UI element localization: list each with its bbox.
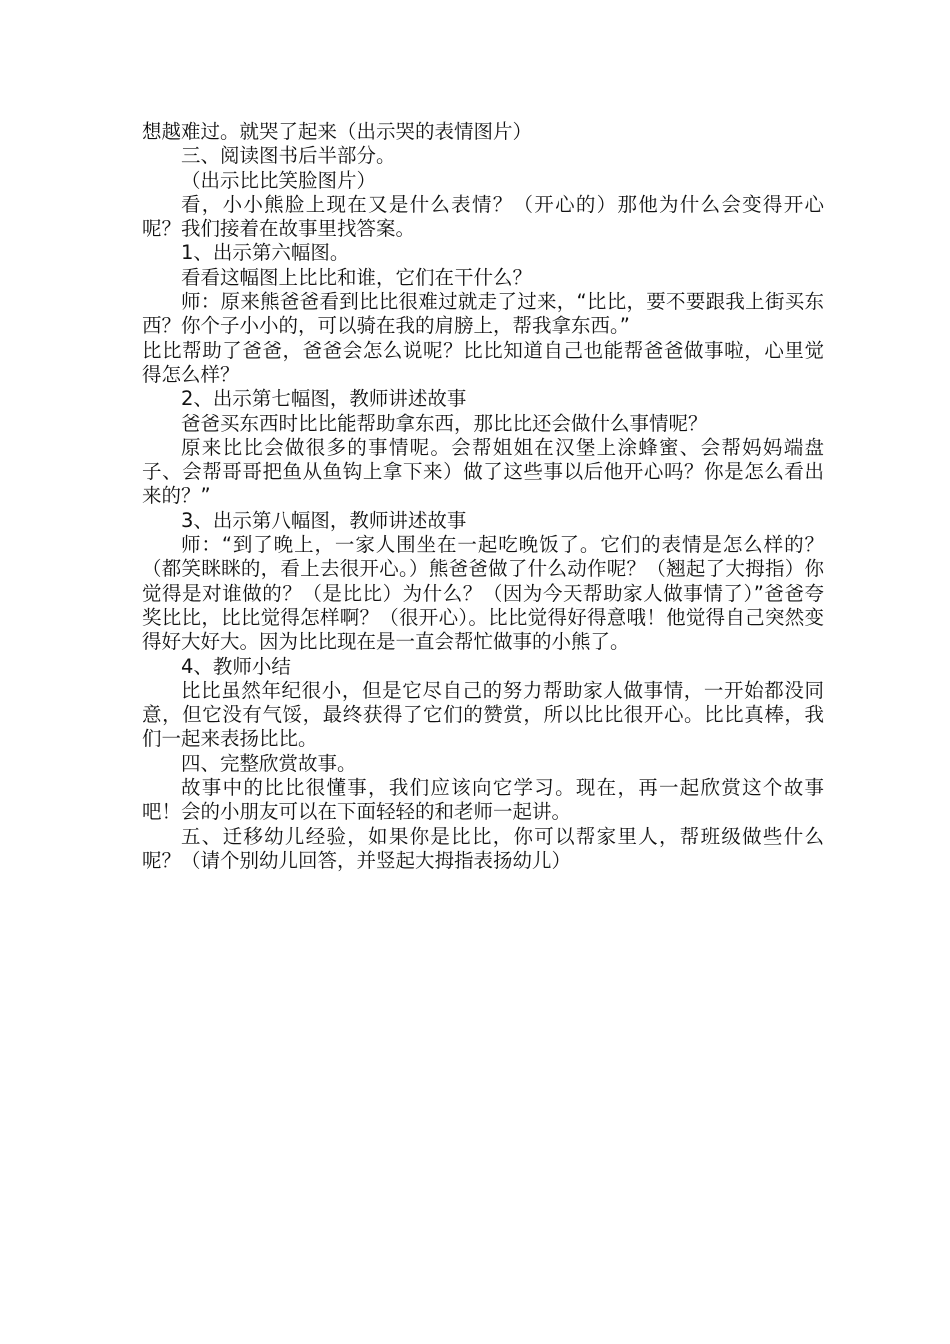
step-heading: 2、出示第七幅图，教师讲述故事 <box>181 387 467 411</box>
paragraph: 师：原来熊爸爸看到比比很难过就走了过来，“比比，要不要跟我上街买东西？你个子小小的，可以骑在我的肩膀上，帮我拿东西。” <box>142 290 824 338</box>
paragraph: 比比帮助了爸爸，爸爸会怎么说呢？比比知道自己也能帮爸爸做事啦，心里觉得怎么样？ <box>142 338 824 386</box>
paragraph: （出示比比笑脸图片） <box>181 168 377 192</box>
paragraph: 看看这幅图上比比和谁，它们在干什么？ <box>181 265 533 289</box>
step-heading: 4、教师小结 <box>181 654 291 678</box>
paragraph: 爸爸买东西时比比能帮助拿东西，那比比还会做什么事情呢？ <box>181 411 708 435</box>
section-heading: 三、阅读图书后半部分。 <box>181 144 396 168</box>
section-heading: 五、迁移幼儿经验，如果你是比比，你可以帮家里人，帮班级做些什么呢？（请个别幼儿回答，并竖起大拇指表扬幼儿） <box>142 824 824 872</box>
paragraph: 师：“到了晚上，一家人围坐在一起吃晚饭了。它们的表情是怎么样的？（都笑眯眯的，看上去很开心。）熊爸爸做了什么动作呢？（翘起了大拇指）你觉得是对谁做的？（是比比）为什么？（因为今天帮助家人做事情了）”爸爸夸奖比比，比比觉得怎样啊？（很开心）。比比觉得好得意哦！他觉得自己突然变得好大好大。因为比比现在是一直会帮忙做事的小熊了。 <box>142 533 824 654</box>
paragraph: 看，小小熊脸上现在又是什么表情？（开心的）那他为什么会变得开心呢？我们接着在故事里找答案。 <box>142 192 824 241</box>
paragraph: 原来比比会做很多的事情呢。会帮姐姐在汉堡上涂蜂蜜、会帮妈妈端盘子、会帮哥哥把鱼从鱼钩上拿下来）做了这些事以后他开心吗？你是怎么看出来的？” <box>142 435 824 508</box>
paragraph: 故事中的比比很懂事，我们应该向它学习。现在，再一起欣赏这个故事吧！会的小朋友可以在下面轻轻的和老师一起讲。 <box>142 776 824 824</box>
step-heading: 1、出示第六幅图。 <box>181 241 350 265</box>
paragraph: 比比虽然年纪很小，但是它尽自己的努力帮助家人做事情，一开始都没同意，但它没有气馁，最终获得了它们的赞赏，所以比比很开心。比比真棒，我们一起来表扬比比。 <box>142 678 824 751</box>
paragraph: 想越难过。就哭了起来（出示哭的表情图片） <box>142 120 533 143</box>
section-heading: 四、完整欣赏故事。 <box>181 751 357 775</box>
step-heading: 3、出示第八幅图，教师讲述故事 <box>181 508 467 532</box>
document-body <box>142 120 824 873</box>
